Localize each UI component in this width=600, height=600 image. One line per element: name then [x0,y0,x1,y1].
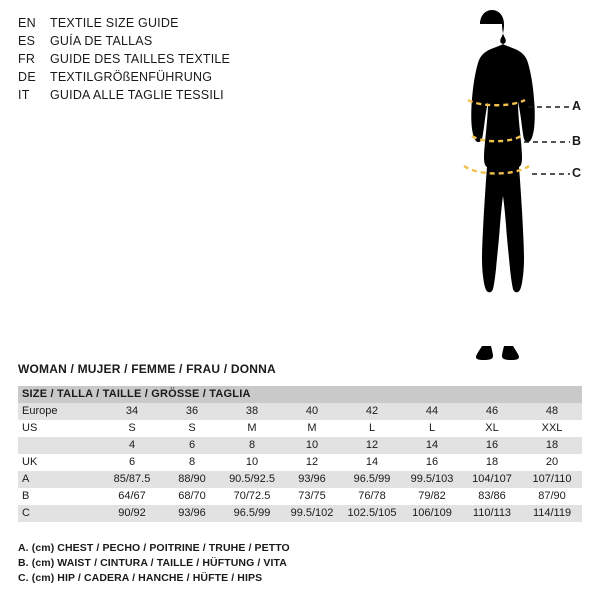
cell: 40 [282,403,342,420]
cell: 114/119 [522,505,582,522]
language-text-en: TEXTILE SIZE GUIDE [50,16,179,30]
cell: M [222,420,282,437]
cell: 18 [462,454,522,471]
size-table [18,386,582,522]
cell: 88/90 [162,471,222,488]
cell: 12 [282,454,342,471]
table-row [18,505,582,522]
cell: 36 [162,403,222,420]
cell: 104/107 [462,471,522,488]
language-row-it [18,86,318,104]
cell: 64/67 [102,488,162,505]
language-text-es: GUÍA DE TALLAS [50,34,153,48]
marker-label-b: B [572,134,582,148]
language-row-de [18,68,318,86]
row-label: C [18,505,102,522]
language-code-it: IT [18,88,30,102]
table-header-cell: SIZE / TALLA / TAILLE / GRÖSSE / TAGLIA [18,386,582,403]
note-waist: B. (cm) WAIST / CINTURA / TAILLE / HÜFTUNG / VITA [18,557,287,569]
cell: 76/78 [342,488,402,505]
cell: 10 [282,437,342,454]
table-row [18,403,582,420]
cell: XL [462,420,522,437]
cell: 12 [342,437,402,454]
cell: S [162,420,222,437]
language-code-fr: FR [18,52,36,66]
cell: 6 [102,454,162,471]
language-text-it: GUIDA ALLE TAGLIE TESSILI [50,88,224,102]
cell: 6 [162,437,222,454]
cell: 79/82 [402,488,462,505]
language-code-en: EN [18,16,36,30]
cell: 96.5/99 [342,471,402,488]
cell: L [402,420,462,437]
language-code-es: ES [18,34,36,48]
cell: 16 [402,454,462,471]
cell: 90.5/92.5 [222,471,282,488]
row-label: Europe [18,403,102,420]
cell: 99.5/103 [402,471,462,488]
cell: 68/70 [162,488,222,505]
marker-label-c: C [572,166,582,180]
cell: 93/96 [162,505,222,522]
cell: 90/92 [102,505,162,522]
cell: 85/87.5 [102,471,162,488]
cell: 4 [102,437,162,454]
cell: 8 [162,454,222,471]
cell: 34 [102,403,162,420]
cell: 102.5/105 [342,505,402,522]
cell: S [102,420,162,437]
table-row [18,454,582,471]
cell: 73/75 [282,488,342,505]
language-code-de: DE [18,70,36,84]
cell: 93/96 [282,471,342,488]
table-row [18,471,582,488]
cell: M [282,420,342,437]
language-text-fr: GUIDE DES TAILLES TEXTILE [50,52,231,66]
cell: 16 [462,437,522,454]
language-row-es [18,32,318,50]
cell: XXL [522,420,582,437]
measurement-notes [18,541,578,586]
cell: L [342,420,402,437]
cell: 48 [522,403,582,420]
cell: 96.5/99 [222,505,282,522]
cell: 18 [522,437,582,454]
row-label: UK [18,454,102,471]
female-silhouette-icon [471,10,535,360]
cell: 14 [402,437,462,454]
note-chest: A. (cm) CHEST / PECHO / POITRINE / TRUHE / PETTO [18,542,290,554]
cell: 70/72.5 [222,488,282,505]
table-row [18,488,582,505]
row-label [18,437,102,454]
table-header-row [18,386,582,403]
cell: 83/86 [462,488,522,505]
cell: 110/113 [462,505,522,522]
section-title: WOMAN / MUJER / FEMME / FRAU / DONNA [18,362,276,376]
language-text-de: TEXTILGRÖßENFÜHRUNG [50,70,213,84]
table-row [18,420,582,437]
cell: 44 [402,403,462,420]
marker-label-a: A [572,99,582,113]
cell: 14 [342,454,402,471]
row-label: US [18,420,102,437]
language-row-en [18,14,318,32]
row-label: B [18,488,102,505]
language-list [18,14,318,104]
language-row-fr [18,50,318,68]
cell: 20 [522,454,582,471]
cell: 99.5/102 [282,505,342,522]
row-label: A [18,471,102,488]
cell: 8 [222,437,282,454]
cell: 106/109 [402,505,462,522]
cell: 10 [222,454,282,471]
size-table-wrap [18,386,582,522]
note-hip: C. (cm) HIP / CADERA / HANCHE / HÜFTE / HIPS [18,572,263,584]
cell: 46 [462,403,522,420]
cell: 38 [222,403,282,420]
body-figure [420,8,595,368]
cell: 107/110 [522,471,582,488]
cell: 87/90 [522,488,582,505]
cell: 42 [342,403,402,420]
table-row [18,437,582,454]
